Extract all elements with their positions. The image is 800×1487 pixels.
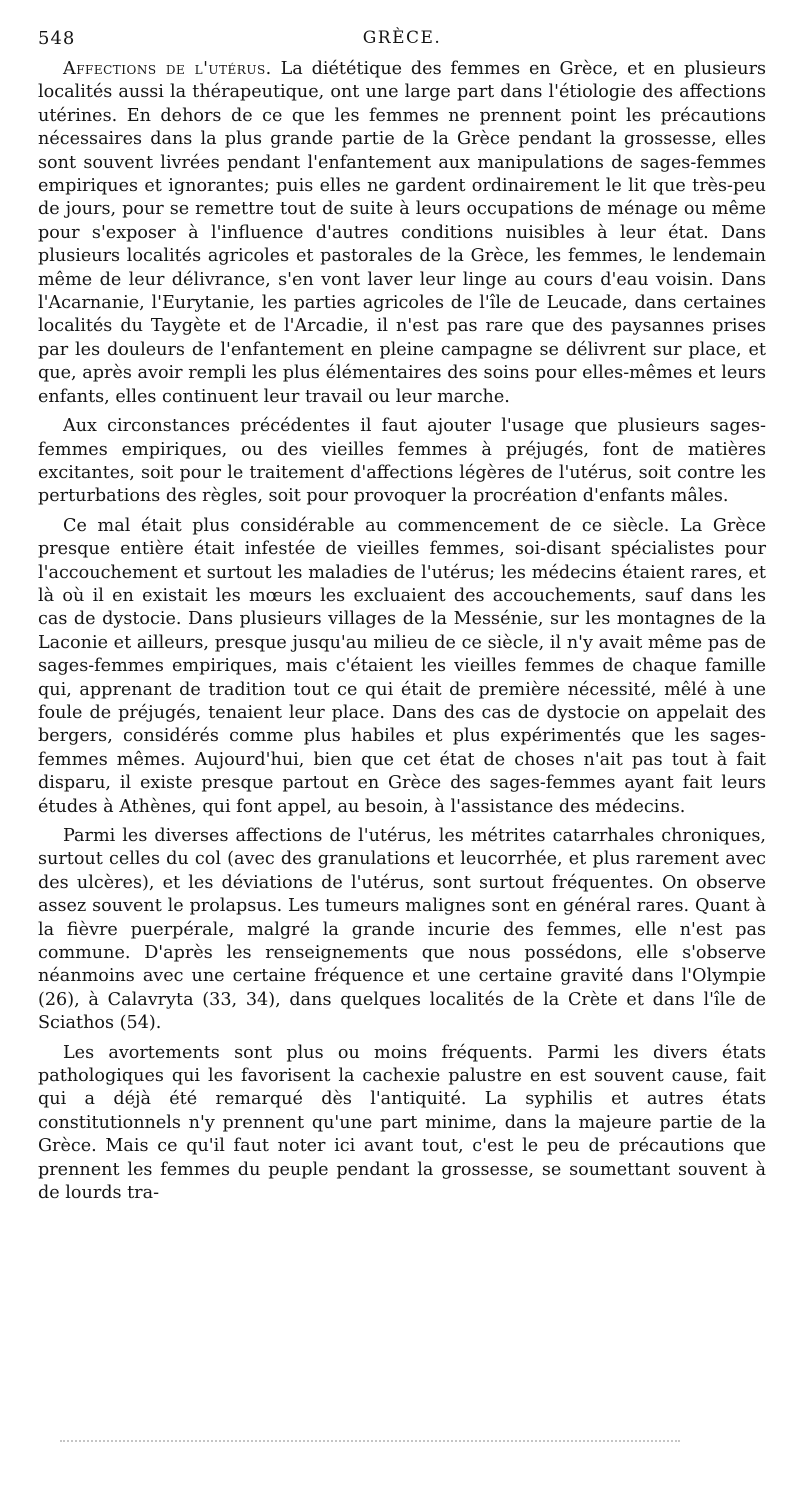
paragraph-3: Ce mal était plus considérable au commencement de ce siècle. La Grèce presque entière était infestée de vieilles femmes, soi-disant spécialistes pour l'accouchement et surtout les maladies de l'utérus; les médecins étaient rares, et là où il en existait les mœurs les excluaient des accouchements, sauf dans les cas de dystocie. Dans plusieurs villages de la Messénie, sur les montagnes de la Laconie et ailleurs, presque jusqu'au milieu de ce siècle, il n'y avait même pas de sages-femmes empiriques, mais c'étaient les vieilles femmes de chaque famille qui, apprenant de tradition tout ce qui était de première nécessité, mêlé à une foule de préjugés, tenaient leur place. Dans des cas de dystocie on appelait des bergers, considérés comme plus habiles et plus expérimentés que les sages-femmes mêmes. Aujourd'hui, bien que cet état de choses n'ait pas tout à fait disparu, il existe presque partout en Grèce des sages-femmes ayant fait leurs études à Athènes, qui font appel, au besoin, à l'assistance des médecins. <box>38 515 766 817</box>
paragraph-4: Parmi les diverses affections de l'utérus, les métrites catarrhales chroniques, surtout celles du col (avec des granulations et leucorrhée, et plus rarement avec des ulcères), et les déviations de l'utérus, sont surtout fréquentes. On observe assez souvent le prolapsus. Les tumeurs malignes sont en général rares. Quant à la fièvre puerpérale, malgré la grande incurie des femmes, elle n'est pas commune. D'après les renseignements que nous possédons, elle s'observe néanmoins avec une certaine fréquence et une certaine gravité dans l'Olympie (26), à Calavryta (33, 34), dans quelques localités de la Crète et dans l'île de Sciathos (54). <box>38 826 766 1034</box>
paragraph-5: Les avortements sont plus ou moins fréquents. Parmi les divers états pathologiques qui les favorisent la cachexie palustre en est souvent cause, fait qui a déjà été remarqué dès l'antiquité. La syphilis et autres états constitutionnels n'y prennent qu'une part minime, dans la majeure partie de la Grèce. Mais ce qu'il faut noter ici avant tout, c'est le peu de précautions que prennent les femmes du peuple pendant la grossesse, se soumettant souvent à de lourds tra- <box>38 1042 766 1204</box>
section-heading: Affections de l'utérus. <box>63 59 272 79</box>
running-title: GRÈCE. <box>362 28 442 48</box>
page-number: 548 <box>38 28 76 49</box>
body-text <box>38 58 766 1206</box>
book-page <box>38 28 766 1212</box>
scan-artifact-divider <box>60 1440 680 1446</box>
paragraph-1 <box>38 58 766 409</box>
paragraph-text: La diététique des femmes en Grèce, et en plusieurs localités aussi la thérapeutique, ont une large part dans l'étiologie des affections utérines. En dehors de ce que les femmes ne prennent point les précautions nécessaires dans la plus grande partie de la Grèce pendant la grossesse, elles sont souvent livrées pendant l'enfantement aux manipulations de sages-femmes empiriques et ignorantes; puis elles ne gardent ordinairement le lit que très-peu de jours, pour se remettre tout de suite à leurs occupations de ménage ou même pour s'exposer à l'influence d'autres conditions nuisibles à leur état. Dans plusieurs localités agricoles et pastorales de la Grèce, les femmes, le lendemain même de leur délivrance, s'en vont laver leur linge au cours d'eau voisin. Dans l'Acarnanie, l'Eurytanie, les parties agricoles de l'île de Leucade, dans certaines localités du Taygète et de l'Arcadie, il n'est pas rare que des paysannes prises par les douleurs de l'enfantement en pleine campagne se délivrent sur place, et que, après avoir rempli les plus élémentaires des soins pour elles-mêmes et leurs enfants, elles continuent leur travail ou leur marche. <box>38 59 767 407</box>
paragraph-2: Aux circonstances précédentes il faut ajouter l'usage que plusieurs sages-femmes empiriques, ou des vieilles femmes à préjugés, font de matières excitantes, soit pour le traitement d'affections légères de l'utérus, soit contre les perturbations des règles, soit pour provoquer la procréation d'enfants mâles. <box>38 416 766 507</box>
running-head <box>38 28 766 58</box>
